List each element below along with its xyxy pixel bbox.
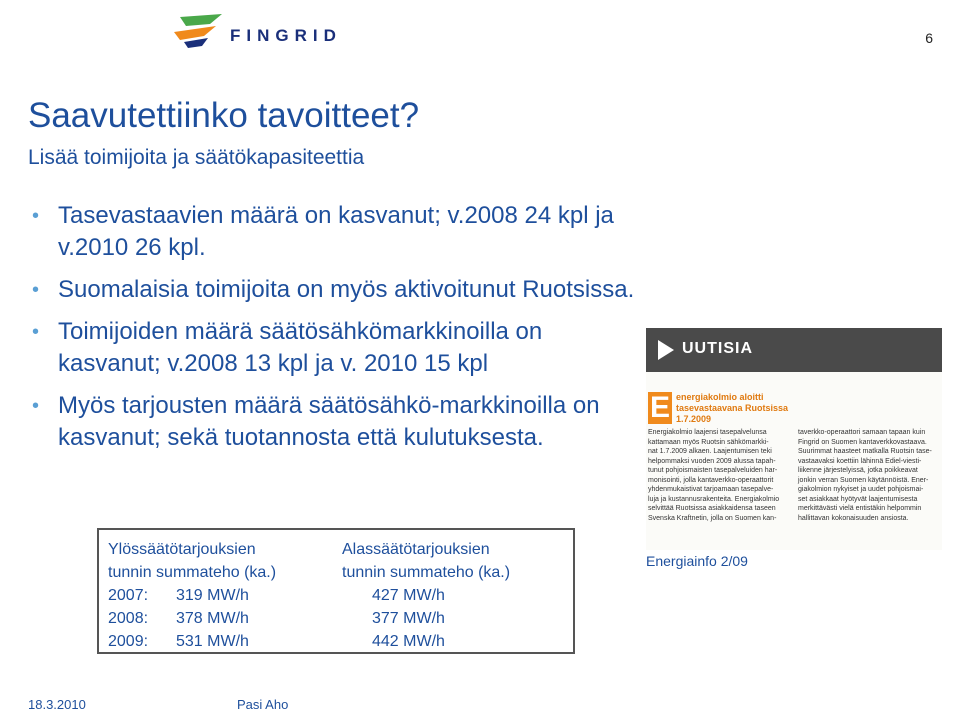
news-label: UUTISIA xyxy=(682,340,753,357)
fingrid-logo xyxy=(172,12,362,52)
play-triangle-icon xyxy=(658,340,674,360)
fingrid-logo-icon xyxy=(172,12,232,52)
news-clipping-image xyxy=(646,328,942,550)
down-header-line-2: tunnin summateho (ka.) xyxy=(342,564,511,581)
up-header-line-2: tunnin summateho (ka.) xyxy=(108,564,277,581)
logo-text: FINGRID xyxy=(230,26,342,45)
down-regulation-column xyxy=(342,538,510,653)
news-headline: energiakolmio aloitti tasevastaavana Ruotsissa 1.7.2009 xyxy=(676,392,789,424)
bullet-item: • Toimijoiden määrä säätösähkömarkkinoilla on kasvanut; v.2008 13 kpl ja v. 2010 15 kpl xyxy=(32,318,543,377)
news-column-1: Energiakolmio laajensi tasepalvelunsa kattamaan myös Ruotsin sähkömarkki- nat 1.7.2009 alkaen. Laajentumisen teki helpommaksi vuoden 2009 alussa tapah- tunut pohjoismaisten tasepalveluiden har- monisointi, jolla kantaverkko-operaattorit yhdenmukaistivat tarjoamaan tasepalve- luja ja kustannusrakenteita. Energiakolmio selvittää Ruotsissa asiakkaidensa taseen Svenska Kraftnetin, jolla on Suomen kan- xyxy=(648,429,780,522)
footer-author: Pasi Aho xyxy=(237,697,289,712)
table-cell: 442 MW/h xyxy=(372,633,445,650)
bullet-list xyxy=(28,200,638,464)
table-row: 2008: 378 MW/h xyxy=(108,610,249,627)
down-header-line-1: Alassäätötarjouksien xyxy=(342,541,490,558)
bullet-item: • Suomalaisia toimijoita on myös aktivoitunut Ruotsissa. xyxy=(28,274,638,306)
page-number: 6 xyxy=(925,30,933,46)
news-header-bar xyxy=(646,328,942,372)
bullet-item: • Myös tarjousten määrä säätösähkö-markkinoilla on kasvanut; sekä tuotannosta että kulutuksesta. xyxy=(32,392,600,451)
news-initial-letter: E xyxy=(649,391,670,424)
bullet-dot-icon: • xyxy=(32,279,40,301)
up-header-line-1: Ylössäätötarjouksien xyxy=(108,541,256,558)
table-row: 2007: 319 MW/h xyxy=(108,587,249,604)
footer-date: 18.3.2010 xyxy=(28,697,86,712)
bullet-item: • Tasevastaavien määrä on kasvanut; v.2008 24 kpl ja v.2010 26 kpl. xyxy=(32,202,614,261)
table-cell: 377 MW/h xyxy=(372,610,445,627)
image-caption: Energiainfo 2/09 xyxy=(646,553,748,569)
slide-subtitle: Lisää toimijoita ja säätökapasiteettia xyxy=(28,146,365,169)
table-cell: 427 MW/h xyxy=(372,587,445,604)
bullet-dot-icon: • xyxy=(32,395,40,417)
bid-volume-table xyxy=(97,528,575,654)
table-row: 2009: 531 MW/h xyxy=(108,633,249,650)
up-regulation-column xyxy=(108,538,276,653)
slide-title: Saavutettiinko tavoitteet? xyxy=(28,96,420,135)
bullet-dot-icon: • xyxy=(32,205,40,227)
news-column-2: taverkko-operaattori samaan tapaan kuin Fingrid on Suomen kantaverkkovastaava. Suurimmat haasteet matkalla Ruotsin tase- vastaavaksi koettiin lähinnä Ediel-viesti- liikenne järjestelyissä, jotka poikkeavat jonkin verran Suomen käytännöistä. Ener- giakolmion nykyiset ja uudet pohjoismai- set asiakkaat hyötyvät laajentumisesta merkittävästi vielä entistäkin helpommin hallittavan kokonaisuuden ansiosta. xyxy=(798,429,932,522)
bullet-dot-icon: • xyxy=(32,321,40,343)
